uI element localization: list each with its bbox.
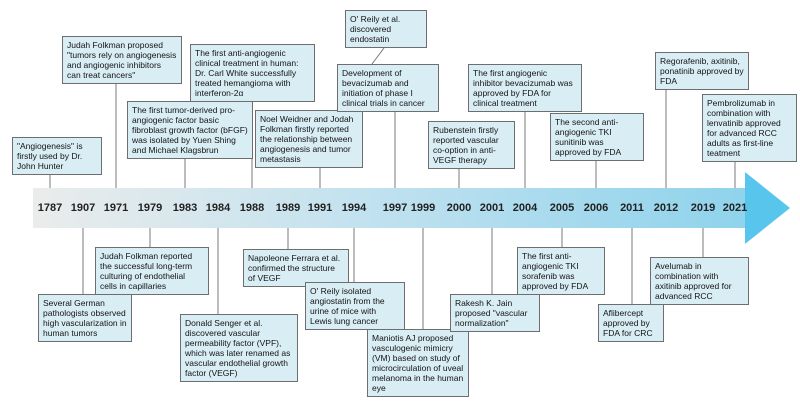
event-box-angiostatin-isolation: O' Reily isolated angiostatin from the urine of mice with Lewis lung cancer <box>305 282 405 330</box>
event-box-folkman-endothelial-culture: Judah Folkman reported the successful long-term culturing of endothelial cells in capillaries <box>95 247 209 295</box>
year-label-1989: 1989 <box>275 202 301 214</box>
event-box-bfgf-isolation: The first tumor-derived pro-angiogenic factor basic fibroblast growth factor (bFGF) was isolated by Yuen Shing and Michael Klagsbrun <box>127 101 253 159</box>
event-box-sunitinib-fda-approval: The second anti-angiogenic TKI sunitinib was approved by FDA <box>550 113 644 161</box>
event-box-folkman-hypothesis: Judah Folkman proposed "tumors rely on angiogenesis and angiogenic inhibitors can treat cancers" <box>62 36 182 84</box>
year-label-1907: 1907 <box>70 202 96 214</box>
year-label-1984: 1984 <box>205 202 231 214</box>
year-label-2004: 2004 <box>512 202 538 214</box>
event-box-senger-vpf-discovery: Donald Senger et al. discovered vascular permeability factor (VPF), which was later renamed as vascular endothelial growth factor (VEGF) <box>180 314 298 382</box>
event-box-endostatin-discovery: O' Reily et al. discovered endostatin <box>345 10 427 48</box>
event-box-regorafenib-axitinib-ponatinib: Regorafenib, axitinib, ponatinib approved by FDA <box>655 52 749 90</box>
event-box-ferrara-vegf-structure: Napoleone Ferrara et al. confirmed the structure of VEGF <box>243 249 349 287</box>
year-label-2000: 2000 <box>446 202 472 214</box>
event-box-pembrolizumab-lenvatinib: Pembrolizumab in combination with lenvatinib approved for advanced RCC adults as first-line teatment <box>702 94 797 162</box>
event-box-german-pathologists: Several German pathologists observed high vascularization in human tumors <box>38 294 132 342</box>
event-box-aflibercept-fda-approval: Aflibercept approved by FDA for CRC <box>598 304 664 342</box>
year-label-2005: 2005 <box>549 202 575 214</box>
year-label-1994: 1994 <box>341 202 367 214</box>
event-box-rubenstein-vascular-cooption: Rubenstein firstly reported vascular co-option in anti-VEGF therapy <box>428 121 515 169</box>
year-label-2021: 2021 <box>722 202 748 214</box>
connector-endostatin-discovery <box>372 48 384 64</box>
year-label-1991: 1991 <box>307 202 333 214</box>
year-label-1997: 1997 <box>382 202 408 214</box>
year-label-2006: 2006 <box>583 202 609 214</box>
event-box-angiogenesis-term: "Angiogenesis" is firstly used by Dr. John Hunter <box>12 137 102 175</box>
year-label-1979: 1979 <box>137 202 163 214</box>
year-label-1999: 1999 <box>410 202 436 214</box>
event-box-weidner-folkman-report: Noel Weidner and Jodah Folkman firstly reported the relationship between angiogenesis and tumor metastasis <box>255 110 363 168</box>
year-label-2019: 2019 <box>690 202 716 214</box>
event-box-bevacizumab-development: Development of bevacizumab and initiation of phase I clinical trials in cancer <box>337 64 439 112</box>
event-box-avelumab-axitinib: Avelumab in combination with axitinib approved for advanced RCC <box>650 257 749 305</box>
event-box-maniotis-vasculogenic-mimicry: Maniotis AJ proposed vasculogenic mimicry (VM) based on study of microcirculation of uveal melanoma in the human eye <box>367 329 469 397</box>
event-box-first-antiangiogenic-treatment: The first anti-angiogenic clinical treatment in human: Dr. Carl White successfully treated hemangioma with interferon-2α <box>190 44 315 102</box>
year-label-1971: 1971 <box>103 202 129 214</box>
year-label-2001: 2001 <box>479 202 505 214</box>
event-box-sorafenib-fda-approval: The first anti-angiogenic TKI sorafenib was approved by FDA <box>517 247 605 295</box>
year-label-1988: 1988 <box>239 202 265 214</box>
year-label-1787: 1787 <box>37 202 63 214</box>
year-label-2011: 2011 <box>620 202 644 214</box>
year-label-1983: 1983 <box>172 202 198 214</box>
year-label-2012: 2012 <box>653 202 679 214</box>
event-box-bevacizumab-fda-approval: The first angiogenic inhibitor bevacizumab was approved by FDA for clinical treatment <box>468 64 582 112</box>
event-box-jain-vascular-normalization: Rakesh K. Jain proposed "vascular normalization" <box>450 294 540 332</box>
